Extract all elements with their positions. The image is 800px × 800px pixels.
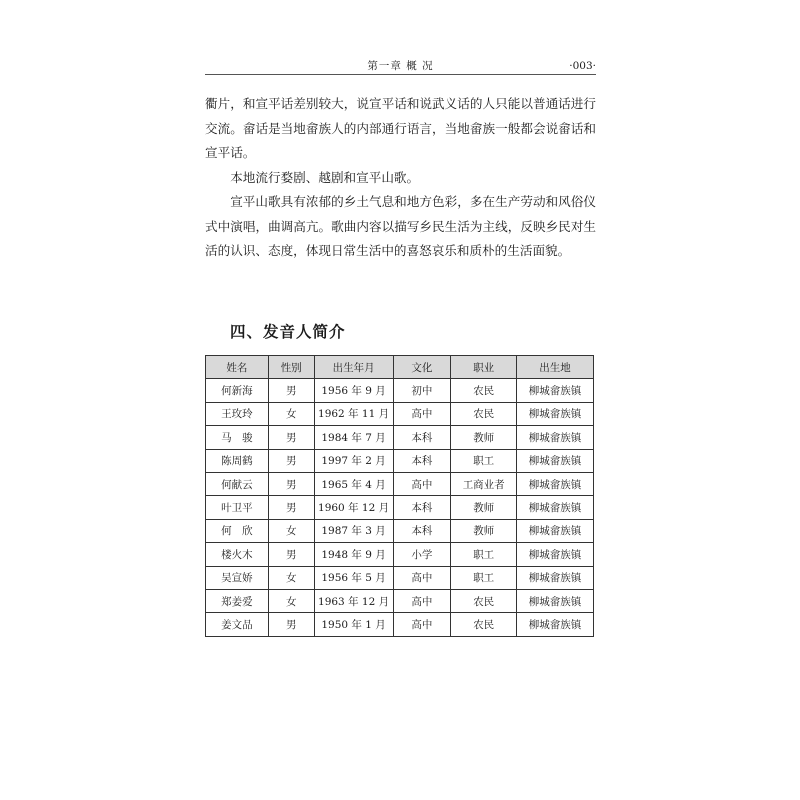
table-cell-birth: 1956 年 5 月	[314, 566, 393, 589]
body-text	[205, 92, 596, 264]
table-cell-occupation: 教师	[451, 426, 517, 449]
table-cell-name: 郑姜爱	[206, 589, 269, 612]
table-cell-occupation: 教师	[451, 496, 517, 519]
table-header-row	[206, 356, 594, 379]
table-cell-birth: 1987 年 3 月	[314, 519, 393, 542]
table-cell-birth: 1948 年 9 月	[314, 543, 393, 566]
table-cell-occupation: 农民	[451, 589, 517, 612]
table-cell-name: 陈周鹤	[206, 449, 269, 472]
table-cell-gender: 男	[268, 449, 314, 472]
table-cell-education: 小学	[393, 543, 451, 566]
table-cell-birth: 1960 年 12 月	[314, 496, 393, 519]
table-cell-gender: 女	[268, 519, 314, 542]
table-row	[206, 379, 594, 402]
table-cell-birth: 1950 年 1 月	[314, 613, 393, 636]
table-row	[206, 543, 594, 566]
table-cell-occupation: 教师	[451, 519, 517, 542]
table-cell-occupation: 农民	[451, 613, 517, 636]
table-row	[206, 449, 594, 472]
table-cell-occupation: 农民	[451, 379, 517, 402]
table-cell-education: 高中	[393, 566, 451, 589]
table-cell-birth: 1963 年 12 月	[314, 589, 393, 612]
paragraph: 衢片，和宣平话差别较大，说宣平话和说武义话的人只能以普通话进行交流。畲话是当地畲族人的内部通行语言，当地畲族一般都会说畲话和宣平话。	[205, 96, 596, 160]
table-cell-birthplace: 柳城畲族镇	[517, 589, 594, 612]
header-rule	[205, 74, 596, 75]
table-cell-birthplace: 柳城畲族镇	[517, 472, 594, 495]
table-cell-birth: 1997 年 2 月	[314, 449, 393, 472]
table-cell-gender: 女	[268, 402, 314, 425]
table-cell-education: 高中	[393, 613, 451, 636]
table-cell-education: 初中	[393, 379, 451, 402]
table-row	[206, 426, 594, 449]
table-row	[206, 613, 594, 636]
table-cell-education: 本科	[393, 426, 451, 449]
table-cell-education: 高中	[393, 472, 451, 495]
speaker-table	[205, 355, 594, 637]
table-cell-gender: 男	[268, 379, 314, 402]
table-row	[206, 472, 594, 495]
column-header-occupation: 职业	[451, 356, 517, 379]
running-header	[205, 58, 596, 74]
table-cell-occupation: 工商业者	[451, 472, 517, 495]
table-cell-education: 本科	[393, 519, 451, 542]
table-cell-name: 楼火木	[206, 543, 269, 566]
table-cell-birthplace: 柳城畲族镇	[517, 566, 594, 589]
table-cell-gender: 男	[268, 472, 314, 495]
section-title: 四、发音人简介	[230, 323, 346, 341]
table-cell-education: 高中	[393, 589, 451, 612]
table-cell-birth: 1956 年 9 月	[314, 379, 393, 402]
column-header-birthplace: 出生地	[517, 356, 594, 379]
table-cell-birthplace: 柳城畲族镇	[517, 449, 594, 472]
table-cell-name: 马 骏	[206, 426, 269, 449]
column-header-birth: 出生年月	[314, 356, 393, 379]
table-row	[206, 589, 594, 612]
table-cell-gender: 男	[268, 613, 314, 636]
table-cell-name: 何献云	[206, 472, 269, 495]
page-number: ·003·	[569, 60, 596, 72]
table-row	[206, 402, 594, 425]
table-row	[206, 496, 594, 519]
table-cell-birthplace: 柳城畲族镇	[517, 519, 594, 542]
table-cell-occupation: 职工	[451, 543, 517, 566]
table-header	[206, 356, 594, 379]
table-cell-gender: 男	[268, 496, 314, 519]
table-cell-birthplace: 柳城畲族镇	[517, 613, 594, 636]
column-header-name: 姓名	[206, 356, 269, 379]
table-cell-occupation: 职工	[451, 449, 517, 472]
table-cell-name: 王玫玲	[206, 402, 269, 425]
column-header-education: 文化	[393, 356, 451, 379]
column-header-gender: 性别	[268, 356, 314, 379]
table-cell-name: 姜文品	[206, 613, 269, 636]
table-cell-gender: 女	[268, 566, 314, 589]
table-cell-gender: 男	[268, 543, 314, 566]
table-cell-name: 叶卫平	[206, 496, 269, 519]
table-cell-birth: 1962 年 11 月	[314, 402, 393, 425]
table-cell-name: 何 欣	[206, 519, 269, 542]
table-cell-birthplace: 柳城畲族镇	[517, 426, 594, 449]
table-row	[206, 519, 594, 542]
table-body	[206, 379, 594, 636]
table-row	[206, 566, 594, 589]
table-cell-birthplace: 柳城畲族镇	[517, 543, 594, 566]
table-cell-name: 吴宣娇	[206, 566, 269, 589]
table-cell-occupation: 农民	[451, 402, 517, 425]
table-cell-education: 高中	[393, 402, 451, 425]
table-cell-occupation: 职工	[451, 566, 517, 589]
chapter-title: 第一章 概 况	[367, 60, 434, 72]
table-cell-gender: 男	[268, 426, 314, 449]
table-cell-birthplace: 柳城畲族镇	[517, 496, 594, 519]
table-cell-birth: 1984 年 7 月	[314, 426, 393, 449]
table-cell-education: 本科	[393, 449, 451, 472]
paragraph: 本地流行婺剧、越剧和宣平山歌。	[230, 169, 420, 185]
table-cell-name: 何新海	[206, 379, 269, 402]
table-cell-gender: 女	[268, 589, 314, 612]
table-cell-education: 本科	[393, 496, 451, 519]
table-cell-birthplace: 柳城畲族镇	[517, 402, 594, 425]
paragraph: 宣平山歌具有浓郁的乡土气息和地方色彩，多在生产劳动和风俗仪式中演唱，曲调高亢。歌曲内容以描写乡民生活为主线，反映乡民对生活的认识、态度，体现日常生活中的喜怒哀乐和质朴的生活面貌。	[205, 194, 596, 258]
table-cell-birthplace: 柳城畲族镇	[517, 379, 594, 402]
table-cell-birth: 1965 年 4 月	[314, 472, 393, 495]
